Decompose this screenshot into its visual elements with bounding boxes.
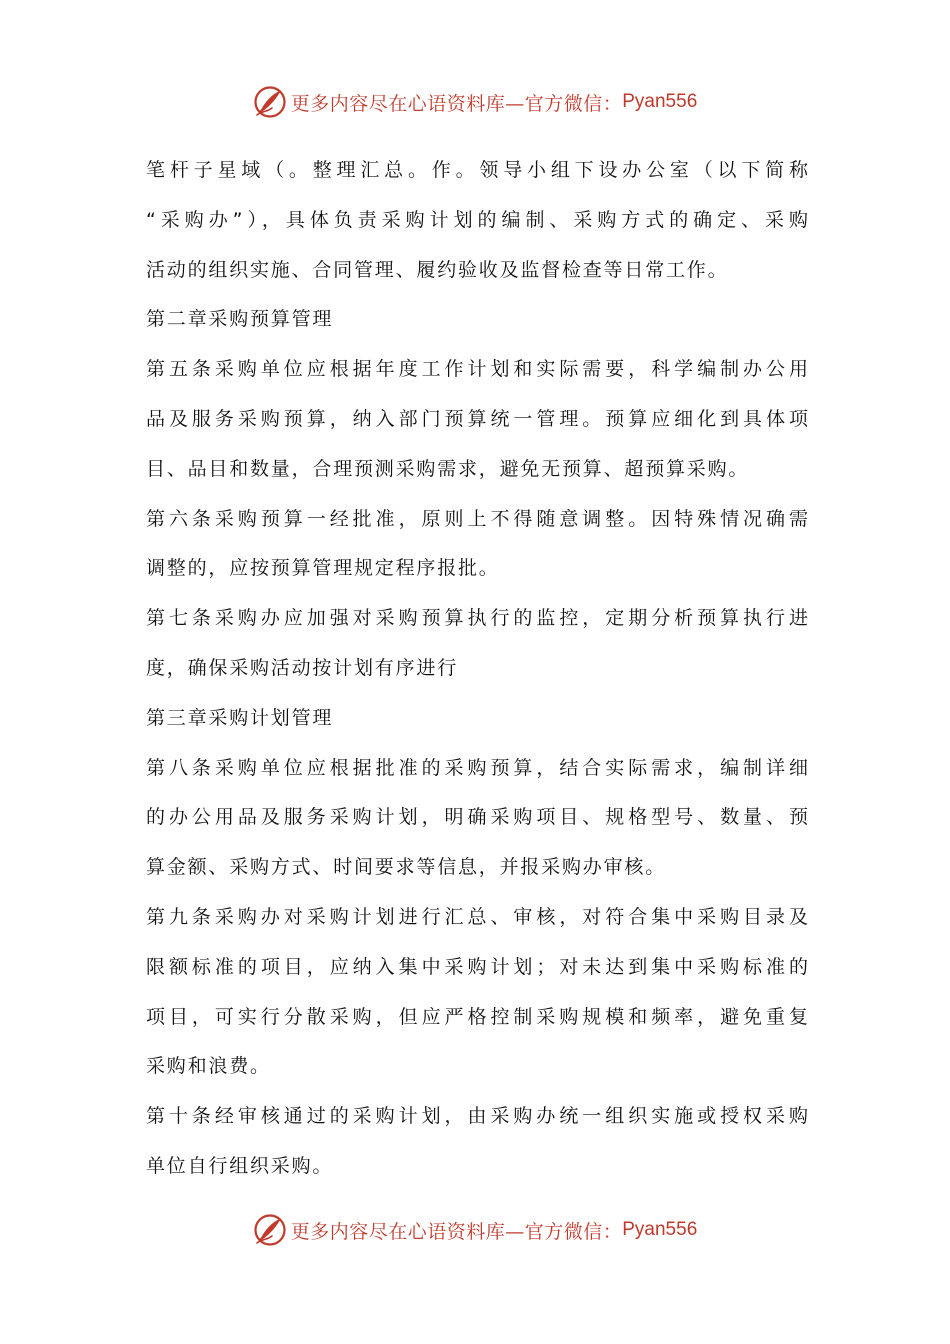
text-line: 采购和浪费。 [146, 1055, 271, 1078]
text-line: 目、品目和数量，合理预测采购需求，避免无预算、超预算采购。 [146, 457, 750, 480]
text-line: 项目，可实行分散采购，但应严格控制采购规模和频率，避免重复 [146, 1005, 808, 1028]
text-line: “采购办”），具体负责采购计划的编制、采购方式的确定、采购 [146, 208, 808, 231]
text-line: 的办公用品及服务采购计划，明确采购项目、规格型号、数量、预 [146, 806, 808, 829]
footer-watermark-banner [0, 1210, 950, 1250]
text-line: 第七条采购办应加强对采购预算执行的监控，定期分析预算执行进 [146, 607, 808, 630]
text-line: 第二章采购预算管理 [146, 308, 334, 331]
text-line: 品及服务采购预算，纳入部门预算统一管理。预算应细化到具体项 [146, 407, 808, 430]
header-watermark-banner [0, 82, 950, 122]
text-line: 活动的组织实施、合同管理、履约验收及监督检查等日常工作。 [146, 258, 729, 281]
banner-handle: Pyan556 [622, 1219, 698, 1240]
text-line: 第九条采购办对采购计划进行汇总、审核，对符合集中采购目录及 [146, 905, 808, 928]
text-line: 限额标准的项目，应纳入集中采购计划；对未达到集中采购标准的 [146, 955, 808, 978]
text-line: 第三章采购计划管理 [146, 706, 334, 729]
text-line: 第六条采购预算一经批准，原则上不得随意调整。因特殊情况确需 [146, 507, 808, 530]
banner-handle: Pyan556 [622, 91, 698, 112]
text-line: 第十条经审核通过的采购计划，由采购办统一组织实施或授权采购 [146, 1105, 808, 1128]
text-line: 单位自行组织采购。 [146, 1154, 334, 1177]
banner-text: 更多内容尽在心语资料库—官方微信： [290, 1220, 623, 1243]
quill-pen-icon [253, 85, 287, 119]
banner-text: 更多内容尽在心语资料库—官方微信： [290, 92, 623, 115]
text-line: 算金额、采购方式、时间要求等信息，并报采购办审核。 [146, 856, 667, 879]
text-line: 度，确保采购活动按计划有序进行 [146, 656, 459, 679]
quill-pen-icon [253, 1213, 287, 1247]
text-line: 第八条采购单位应根据批准的采购预算，结合实际需求，编制详细 [146, 756, 808, 779]
text-line: 第五条采购单位应根据年度工作计划和实际需要，科学编制办公用 [146, 358, 808, 381]
document-body [146, 146, 808, 1192]
text-line: 笔杆子星域（。整理汇总。作。领导小组下设办公室（以下简称 [146, 159, 808, 181]
text-line: 调整的，应按预算管理规定程序报批。 [146, 557, 500, 580]
